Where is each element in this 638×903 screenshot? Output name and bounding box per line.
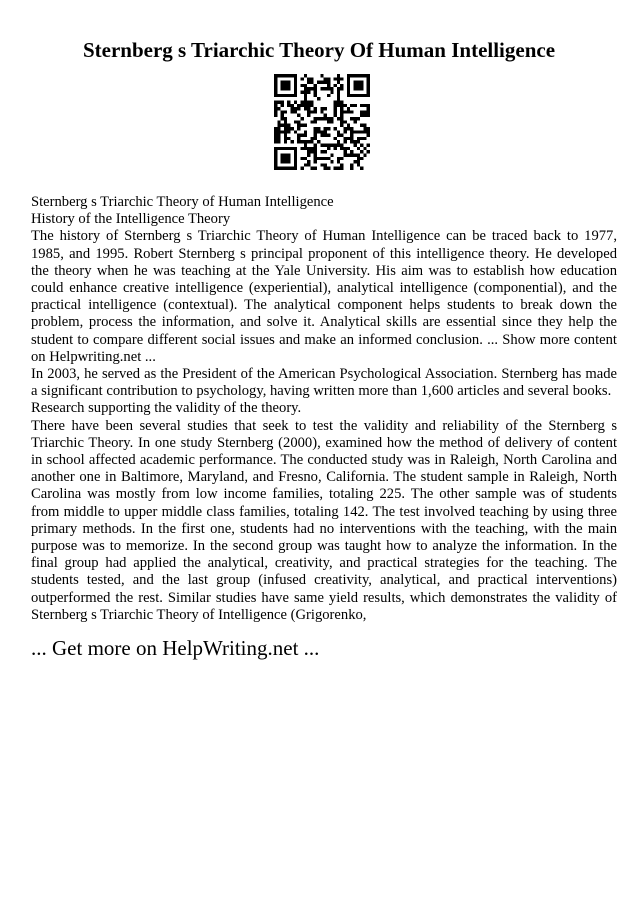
paragraph: There have been several studies that seek to test the validity and reliability of the Sternberg s Triarchic Theory. In one study Sternberg (2000), examined how the method of delivery of content in school affected academic performance. The conducted study was in Raleigh, North Carolina and another one in Baltimore, Maryland, and Fresno, California. The student sample in Raleigh, North Carolina was mostly from low income families, totaling 225. The other sample was of students from middle to upper middle class families, totaling 142. The test involved teaching by using three primary methods. In the first one, students had no interventions with the teaching, with the main purpose was to memorize. In the second group was taught how to analyze the information. In the final group had applied the analytical, creativity, and practical strategies for the teaching. The students tested, and the last group (infused creativity, analytical, and practical interventions) outperformed the rest. Similar studies have same yield results, which demonstrates the validity of Sternberg s Triarchic Theory of Intelligence (Grigorenko, — [31, 417, 617, 623]
paragraph: Sternberg s Triarchic Theory of Human Intelligence — [31, 194, 334, 210]
qr-code-icon — [274, 74, 370, 170]
paragraph: The history of Sternberg s Triarchic Theory of Human Intelligence can be traced back to 1977, 1985, and 1995. Robert Sternberg s principal proponent of this intelligence theory. He developed the theory when he was teaching at the Yale University. His aim was to establish how education could enhance creative intelligence (experiential), analytical intelligence (componential), and the practical intelligence (contextual). The analytical component helps students to break down the problem, process the information, and solve it. Analytical skills are essential since they help the student to compare different social issues and make an informed conclusion. ... Show more content on Helpwriting.net ... — [31, 228, 617, 365]
paragraph: History of the Intelligence Theory — [31, 211, 231, 228]
page-title: Sternberg s Triarchic Theory Of Human Intelligence — [82, 38, 556, 62]
paragraph: In 2003, he served as the President of the American Psychological Association. Sternberg has made a significant contribution to psychology, having written more than 1,600 articles and several books. — [31, 366, 617, 400]
document-body — [31, 194, 617, 624]
paragraph: Research supporting the validity of the theory. — [31, 400, 302, 417]
more-link[interactable]: ... Get more on HelpWriting.net ... — [31, 636, 320, 660]
